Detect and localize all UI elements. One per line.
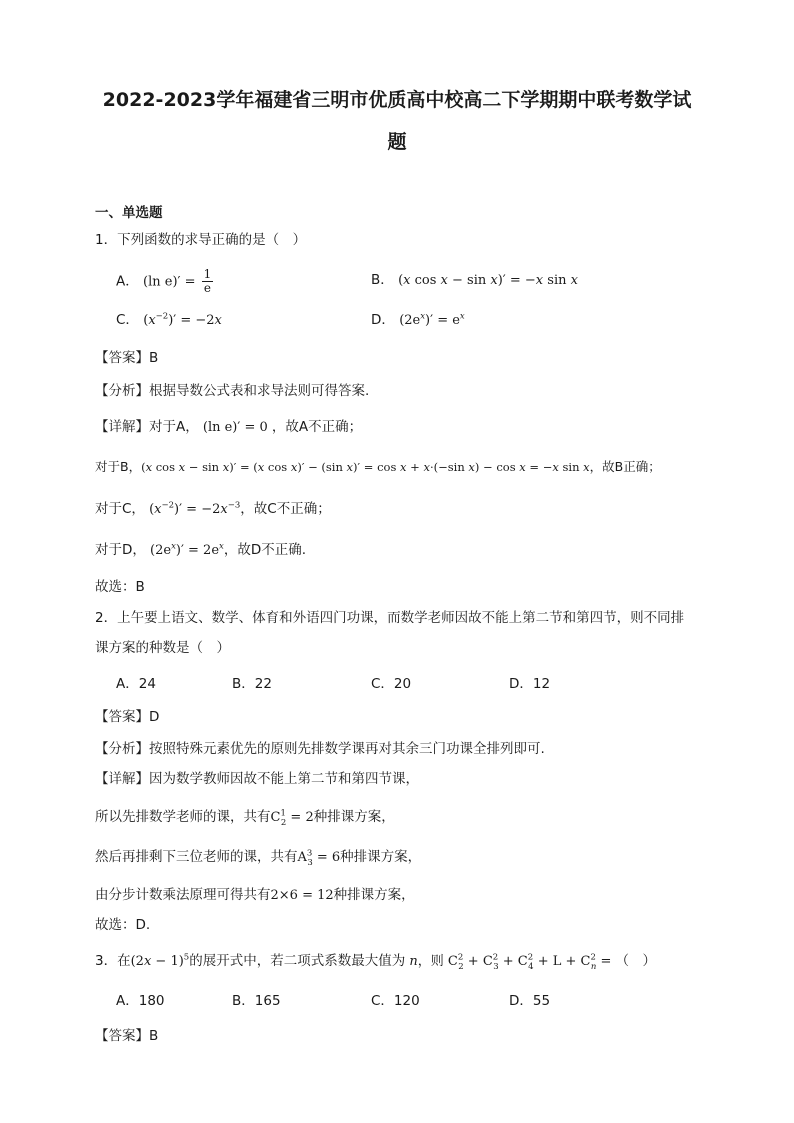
q1-option-b-formula: (x cos x − sin x)′ = −x sin x bbox=[398, 273, 578, 288]
q1-detail-b-formula: (x cos x − sin x)′ = (x cos x)′ − (sin x)′ = cos x + x·(−sin x) − cos x = −x sin x bbox=[141, 460, 590, 474]
q3-option-b: B．165 bbox=[232, 993, 281, 1009]
q1-detail-b-post: ，故B正确； bbox=[589, 459, 661, 474]
q2-detail-line1-post: 种排课方案， bbox=[313, 809, 395, 825]
q2-stem-line1: 2．上午要上语文、数学、体育和外语四门功课，而数学老师因故不能上第二节和第四节，则不同排 bbox=[95, 610, 685, 626]
q3-option-d: D．55 bbox=[509, 993, 551, 1009]
q1-detail-d-pre: 对于D， bbox=[95, 542, 146, 558]
q1-option-a-label: A． bbox=[116, 273, 139, 290]
q1-detail-c-pre: 对于C， bbox=[95, 501, 145, 517]
q1-analysis: 【分析】根据导数公式表和求导法则可得答案. bbox=[95, 383, 370, 399]
q1-option-b-label: B． bbox=[371, 272, 394, 288]
q2-detail-line3-post: 种排课方案， bbox=[333, 887, 415, 903]
q1-option-d bbox=[371, 311, 465, 330]
q2-analysis: 【分析】按照特殊元素优先的原则先排数学课再对其余三门功课全排列即可. bbox=[95, 741, 545, 757]
q2-detail-line2-post: 种排课方案， bbox=[340, 849, 422, 865]
q2-detail-line2 bbox=[95, 848, 421, 867]
q1-option-a bbox=[116, 268, 215, 295]
section-heading: 一、单选题 bbox=[95, 205, 163, 221]
q2-option-a: A．24 bbox=[116, 676, 156, 692]
q1-option-a-fraction: $\frac{1}{e}$ bbox=[203, 267, 212, 295]
q1-option-c-label: C． bbox=[116, 312, 139, 328]
q3-stem bbox=[95, 952, 656, 971]
q3-answer: 【答案】B bbox=[95, 1028, 159, 1044]
q2-option-b: B．22 bbox=[232, 676, 272, 692]
q1-detail-c-formula: $(x^{-2})' = -2x^{-3}$ bbox=[144, 500, 241, 517]
q3-stem-formula: n，则 $C^2_2 + C^2_3 + C^2_4 + L + C^2_n$ = bbox=[409, 952, 616, 972]
q1-option-b bbox=[371, 271, 578, 290]
q2-stem-line2: 课方案的种数是（ ） bbox=[95, 640, 230, 656]
q1-detail-a-post: ，故A不正确； bbox=[271, 419, 363, 435]
q1-option-a-formula: (ln e)′ = bbox=[143, 274, 200, 290]
q2-detail-line1-pre: 所以先排数学老师的课，共有 bbox=[95, 809, 271, 825]
q1-detail-c bbox=[95, 500, 331, 519]
q2-detail-line3-pre: 由分步计数乘法原理可得共有 bbox=[95, 887, 271, 903]
q2-choose: 故选：D. bbox=[95, 917, 151, 933]
q1-detail-a-formula: (ln e)′ = 0 bbox=[198, 420, 272, 435]
q1-detail-b bbox=[95, 458, 661, 476]
q2-detail-line3 bbox=[95, 886, 415, 905]
q2-detail-line2-formula: $A^3_3 = 6$ bbox=[297, 848, 341, 868]
q2-option-c: C．20 bbox=[371, 676, 412, 692]
q1-answer: 【答案】B bbox=[95, 350, 159, 366]
q1-detail-b-pre: 对于B， bbox=[95, 459, 142, 474]
q3-stem-binomial: $(2x - 1)^5$ bbox=[130, 952, 190, 969]
doc-title-line1: 2022-2023学年福建省三明市优质高中校高二下学期期中联考数学试 bbox=[102, 89, 692, 111]
q3-stem-post: （ ） bbox=[615, 953, 657, 969]
q1-detail-a bbox=[95, 418, 362, 437]
doc-title-line2: 题 bbox=[387, 131, 407, 153]
q2-answer: 【答案】D bbox=[95, 709, 160, 725]
q2-detail: 【详解】因为数学教师因故不能上第二节和第四节课， bbox=[95, 771, 419, 787]
q3-stem-pre: 3．在 bbox=[95, 953, 131, 969]
q1-detail-d-post: ，故D不正确. bbox=[223, 542, 307, 558]
q1-detail-label: 【详解】 bbox=[95, 419, 149, 435]
q2-detail-line1-formula: $C^1_2 = 2$ bbox=[270, 808, 314, 828]
q1-option-d-formula: $(2e^x)' = e^x$ bbox=[399, 311, 465, 328]
q1-choose: 故选：B bbox=[95, 579, 145, 595]
q1-detail-d bbox=[95, 541, 306, 560]
q2-option-d: D．12 bbox=[509, 676, 551, 692]
q1-detail-c-post: ，故C不正确； bbox=[240, 501, 331, 517]
q2-detail-line3-formula: 2×6 = 12 bbox=[270, 888, 334, 903]
q1-option-c bbox=[116, 311, 222, 330]
q2-detail-line1 bbox=[95, 808, 395, 827]
q3-stem-mid: 的展开式中，若二项式系数最大值为 bbox=[189, 953, 406, 969]
q1-detail-a-pre: 对于A， bbox=[149, 419, 199, 435]
q2-detail-line2-pre: 然后再排剩下三位老师的课，共有 bbox=[95, 849, 298, 865]
q1-option-d-label: D． bbox=[371, 312, 395, 328]
q1-detail-d-formula: $(2e^x)' = 2e^x$ bbox=[145, 541, 224, 558]
q1-option-c-formula: $(x^{-2})' = -2x$ bbox=[143, 311, 222, 328]
q1-stem: 1．下列函数的求导正确的是（ ） bbox=[95, 232, 307, 248]
q3-option-c: C．120 bbox=[371, 993, 420, 1009]
q3-option-a: A．180 bbox=[116, 993, 165, 1009]
